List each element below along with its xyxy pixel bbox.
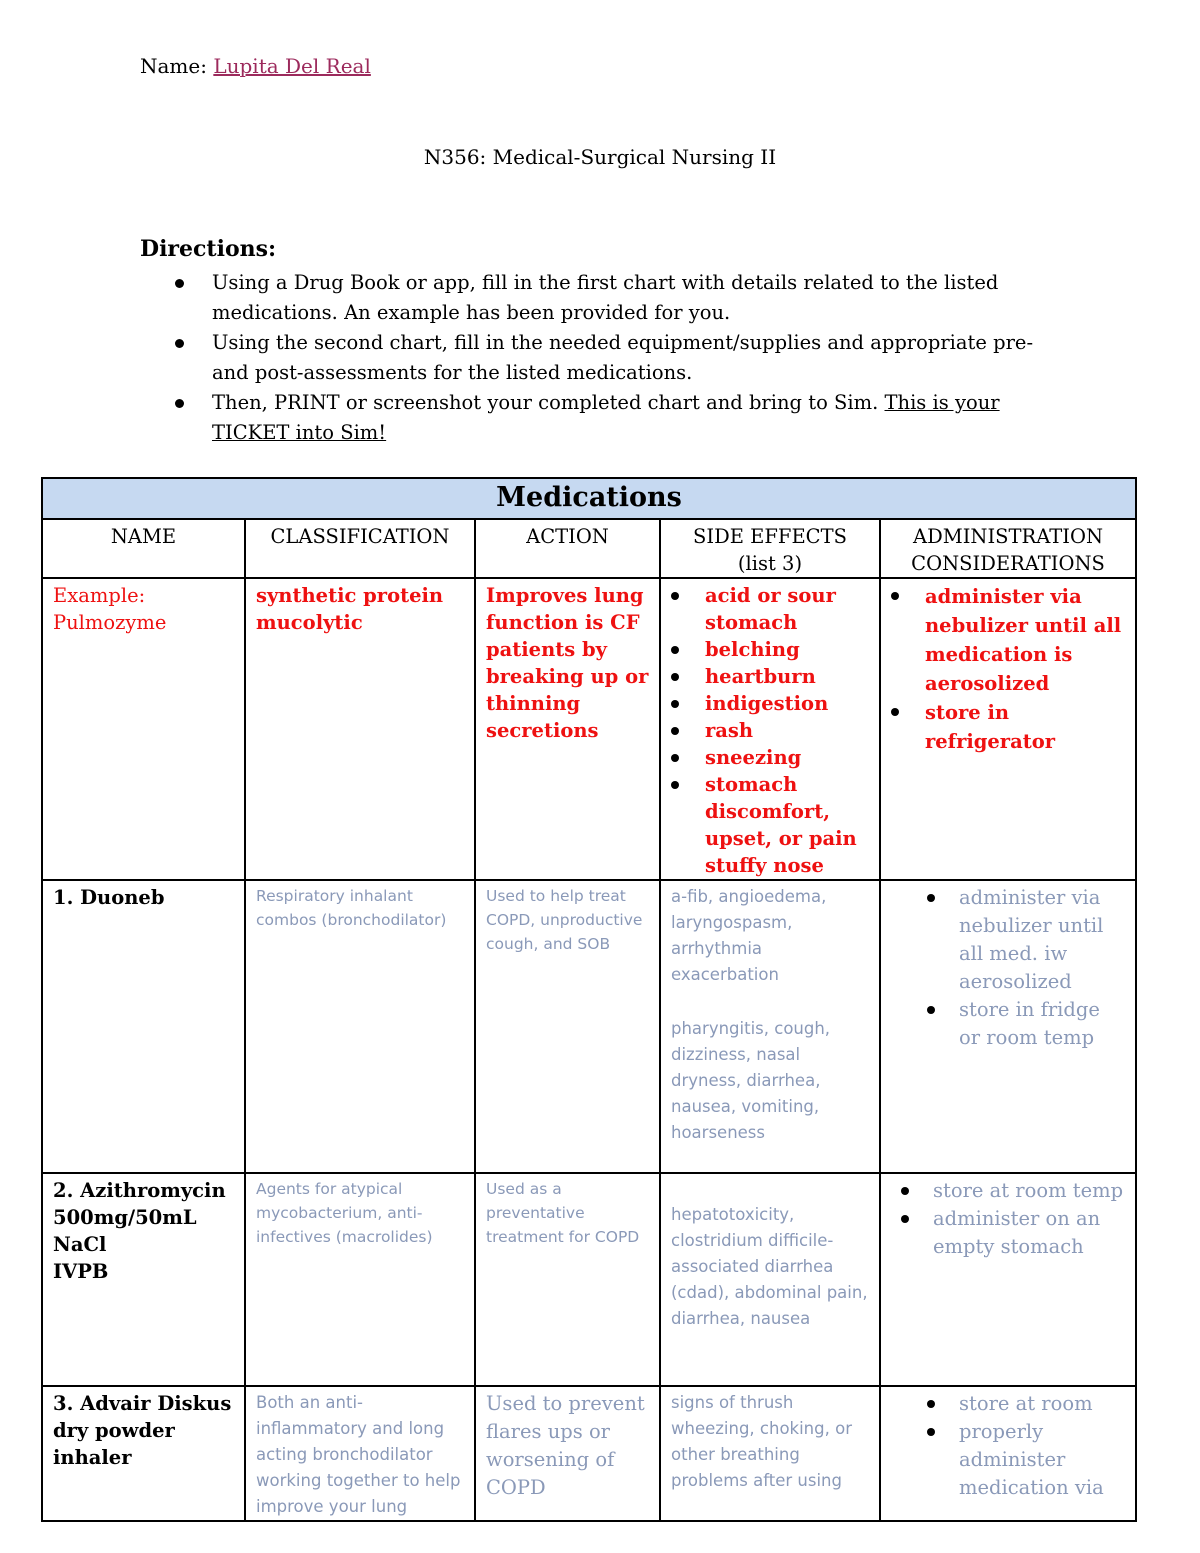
med-action: Used to help treat COPD, unproductive cough, and SOB xyxy=(475,880,660,1173)
example-side-effects xyxy=(660,578,880,880)
bullet-icon xyxy=(671,781,679,789)
list-item: stuffy nose xyxy=(705,854,824,877)
list-item: store in fridge or room temp xyxy=(889,996,1125,1052)
med-name: 1. Duoneb xyxy=(42,880,245,1173)
med-action: Used to prevent flares ups or worsening of COPD xyxy=(475,1386,660,1521)
header-classification: CLASSIFICATION xyxy=(245,519,475,578)
table-header-row xyxy=(42,519,1136,578)
bullet-icon xyxy=(671,646,679,654)
bullet-icon xyxy=(175,279,184,288)
table-row xyxy=(42,1386,1136,1521)
example-action: Improves lung function is CF patients by breaking up or thinning secretions xyxy=(475,578,660,880)
list-item: administer via nebulizer until all med. iw aerosolized xyxy=(889,884,1125,996)
bullet-icon xyxy=(927,894,935,902)
med-name: 3. Advair Diskus dry powder inhaler xyxy=(42,1386,245,1521)
bullet-icon xyxy=(671,673,679,681)
direction-item: Then, PRINT or screenshot your completed chart and bring to Sim. This is your TICKET into Sim! xyxy=(172,388,1052,448)
example-administration xyxy=(880,578,1136,880)
example-classification: synthetic protein mucolytic xyxy=(245,578,475,880)
bullet-icon xyxy=(927,1006,935,1014)
bullet-icon xyxy=(901,1187,909,1195)
med-side-effects: a-fib, angioedema, laryngospasm, arrhythmia exacerbation pharyngitis, cough, dizziness, nasal dryness, diarrhea, nausea, vomiting, hoarseness xyxy=(660,880,880,1173)
list-item: heartburn xyxy=(669,663,869,690)
table-row xyxy=(42,880,1136,1173)
bullet-icon xyxy=(671,727,679,735)
list-item: stomach discomfort, upset, or pain xyxy=(669,771,869,852)
list-item: acid or sour stomach xyxy=(669,582,869,636)
list-item: belching xyxy=(669,636,869,663)
med-name: 2. Azithromycin 500mg/50mL NaCl IVPB xyxy=(42,1173,245,1386)
list-item: store at room xyxy=(889,1390,1125,1418)
ticket-note: This is your TICKET into Sim! xyxy=(212,391,1000,444)
table-row xyxy=(42,578,1136,880)
list-item: indigestion xyxy=(669,690,869,717)
list-item: store at room temp xyxy=(889,1177,1125,1205)
bullet-icon xyxy=(671,592,679,600)
header-name: NAME xyxy=(42,519,245,578)
direction-item: Using a Drug Book or app, fill in the first chart with details related to the listed medications. An example has been provided for you. xyxy=(172,268,1052,328)
example-name: Example: Pulmozyme xyxy=(42,578,245,880)
header-administration: ADMINISTRATION CONSIDERATIONS xyxy=(880,519,1136,578)
directions-list xyxy=(172,268,1052,448)
header-action: ACTION xyxy=(475,519,660,578)
bullet-icon xyxy=(671,700,679,708)
bullet-icon xyxy=(927,1400,935,1408)
table-title-row xyxy=(42,478,1136,519)
bullet-icon xyxy=(175,339,184,348)
list-item: store in refrigerator xyxy=(889,698,1125,756)
table-row xyxy=(42,1173,1136,1386)
directions-title: Directions: xyxy=(140,236,277,262)
bullet-icon xyxy=(927,1428,935,1436)
list-item: administer via nebulizer until all medication is aerosolized xyxy=(889,582,1125,698)
med-side-effects: signs of thrush wheezing, choking, or other breathing problems after using xyxy=(660,1386,880,1521)
bullet-icon xyxy=(891,708,899,716)
list-item: sneezing xyxy=(669,744,869,771)
med-administration xyxy=(880,880,1136,1173)
med-action: Used as a preventative treatment for COPD xyxy=(475,1173,660,1386)
bullet-icon xyxy=(901,1215,909,1223)
name-line xyxy=(140,54,371,78)
direction-item: Using the second chart, fill in the needed equipment/supplies and appropriate pre- and post-assessments for the listed medications. xyxy=(172,328,1052,388)
med-classification: Both an anti-inflammatory and long acting bronchodilator working together to help improve your lung xyxy=(245,1386,475,1521)
list-item: properly administer medication via xyxy=(889,1418,1125,1502)
table-title: Medications xyxy=(42,478,1136,519)
bullet-icon xyxy=(175,399,184,408)
header-side-effects: SIDE EFFECTS (list 3) xyxy=(660,519,880,578)
bullet-icon xyxy=(671,754,679,762)
med-classification: Respiratory inhalant combos (bronchodilator) xyxy=(245,880,475,1173)
med-administration xyxy=(880,1386,1136,1521)
student-name: Lupita Del Real xyxy=(213,54,371,78)
med-classification: Agents for atypical mycobacterium, anti-infectives (macrolides) xyxy=(245,1173,475,1386)
med-side-effects: hepatotoxicity, clostridium difficile-associated diarrhea (cdad), abdominal pain, diarrhea, nausea xyxy=(660,1173,880,1386)
medications-table xyxy=(41,477,1137,1522)
bullet-icon xyxy=(891,592,899,600)
med-administration xyxy=(880,1173,1136,1386)
course-title: N356: Medical-Surgical Nursing II xyxy=(423,145,777,169)
list-item: administer on an empty stomach xyxy=(889,1205,1125,1261)
name-label: Name: xyxy=(140,54,207,78)
list-item: rash xyxy=(669,717,869,744)
